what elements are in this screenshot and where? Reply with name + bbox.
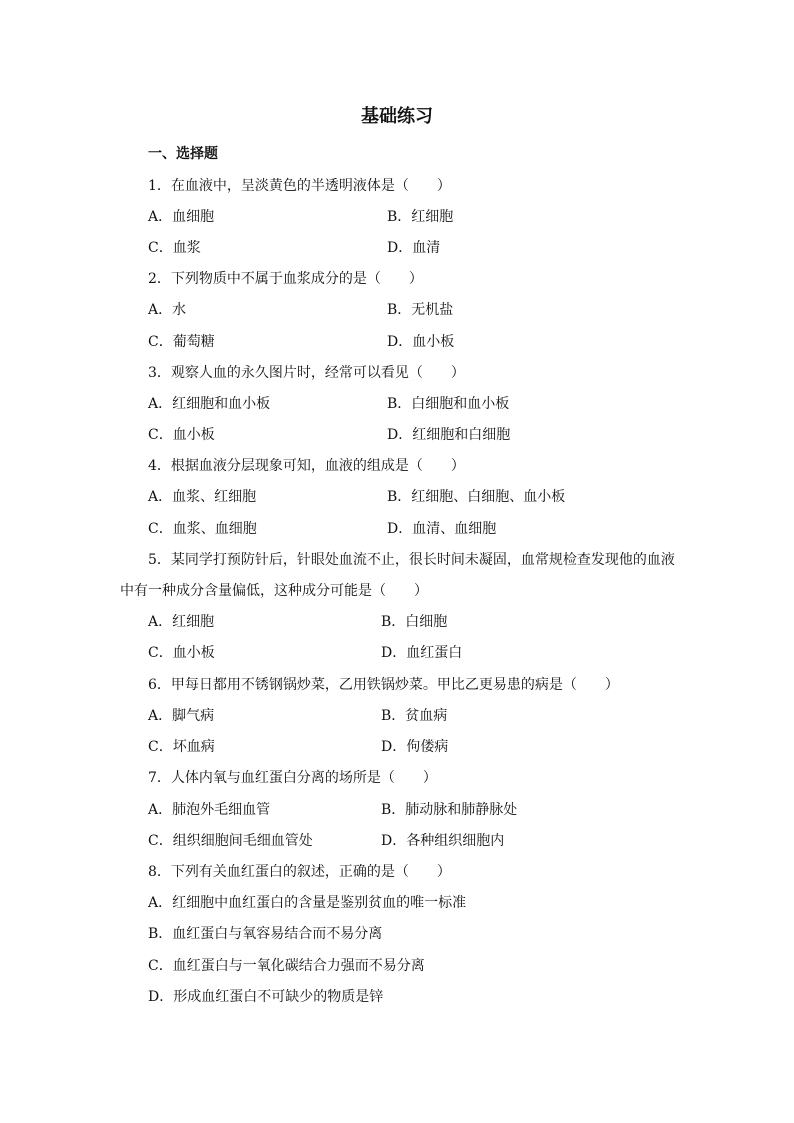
question-8-option-c: C．血红蛋白与一氧化碳结合力强而不易分离: [148, 958, 425, 974]
question-7-option-d: D．各种组织细胞内: [381, 833, 505, 849]
question-5-option-a: A．红细胞: [148, 614, 215, 630]
question-1-stem: 1．在血液中，呈淡黄色的半透明液体是（ ）: [148, 178, 451, 194]
question-6-option-a: A．脚气病: [148, 708, 215, 724]
question-1-option-c: C．血浆: [148, 240, 201, 256]
question-6-option-b: B．贫血病: [381, 708, 448, 724]
question-4-option-a: A．血浆、红细胞: [148, 489, 257, 505]
question-7-option-c: C．组织细胞间毛细血管处: [148, 833, 313, 849]
question-8-option-b: B．血红蛋白与氧容易结合而不易分离: [148, 926, 383, 942]
question-2-option-a: A．水: [148, 302, 187, 318]
question-5-stem-continued: 中有一种成分含量偏低，这种成分可能是（ ）: [120, 583, 428, 599]
question-7-stem: 7．人体内氧与血红蛋白分离的场所是（ ）: [148, 770, 437, 786]
question-7-option-a: A．肺泡外毛细血管: [148, 802, 271, 818]
question-2-option-d: D．血小板: [387, 334, 455, 350]
question-4-stem: 4．根据血液分层现象可知，血液的组成是（ ）: [148, 458, 465, 474]
question-3-option-b: B．白细胞和血小板: [387, 396, 510, 412]
question-2-option-b: B．无机盐: [387, 302, 454, 318]
question-6-stem: 6．甲每日都用不锈钢锅炒菜，乙用铁锅炒菜。甲比乙更易患的病是（ ）: [148, 677, 619, 693]
question-2-stem: 2．下列物质中不属于血浆成分的是（ ）: [148, 271, 423, 287]
question-1-option-d: D．血清: [387, 240, 441, 256]
question-3-option-d: D．红细胞和白细胞: [387, 427, 511, 443]
question-8-option-d: D．形成血红蛋白不可缺少的物质是锌: [148, 989, 384, 1005]
question-7-option-b: B．肺动脉和肺静脉处: [381, 802, 518, 818]
question-1-option-b: B．红细胞: [387, 209, 454, 225]
question-5-option-c: C．血小板: [148, 645, 215, 661]
page-title: 基础练习: [361, 106, 433, 127]
question-5-option-d: D．血红蛋白: [381, 645, 463, 661]
question-4-option-b: B．红细胞、白细胞、血小板: [387, 489, 566, 505]
section-title: 一、选择题: [148, 146, 218, 162]
question-4-option-d: D．血清、血细胞: [387, 521, 497, 537]
question-5-option-b: B．白细胞: [381, 614, 448, 630]
question-4-option-c: C．血浆、血细胞: [148, 521, 257, 537]
question-6-option-d: D．佝偻病: [381, 739, 449, 755]
question-3-option-c: C．血小板: [148, 427, 215, 443]
question-8-stem: 8．下列有关血红蛋白的叙述，正确的是（ ）: [148, 864, 451, 880]
question-2-option-c: C．葡萄糖: [148, 334, 215, 350]
question-1-option-a: A．血细胞: [148, 209, 215, 225]
question-6-option-c: C．坏血病: [148, 739, 215, 755]
question-3-option-a: A．红细胞和血小板: [148, 396, 271, 412]
question-5-stem: 5．某同学打预防针后，针眼处血流不止，很长时间未凝固，血常规检查发现他的血液: [148, 552, 675, 568]
question-8-option-a: A．红细胞中血红蛋白的含量是鉴别贫血的唯一标准: [148, 895, 467, 911]
question-3-stem: 3．观察人血的永久图片时，经常可以看见（ ）: [148, 365, 465, 381]
